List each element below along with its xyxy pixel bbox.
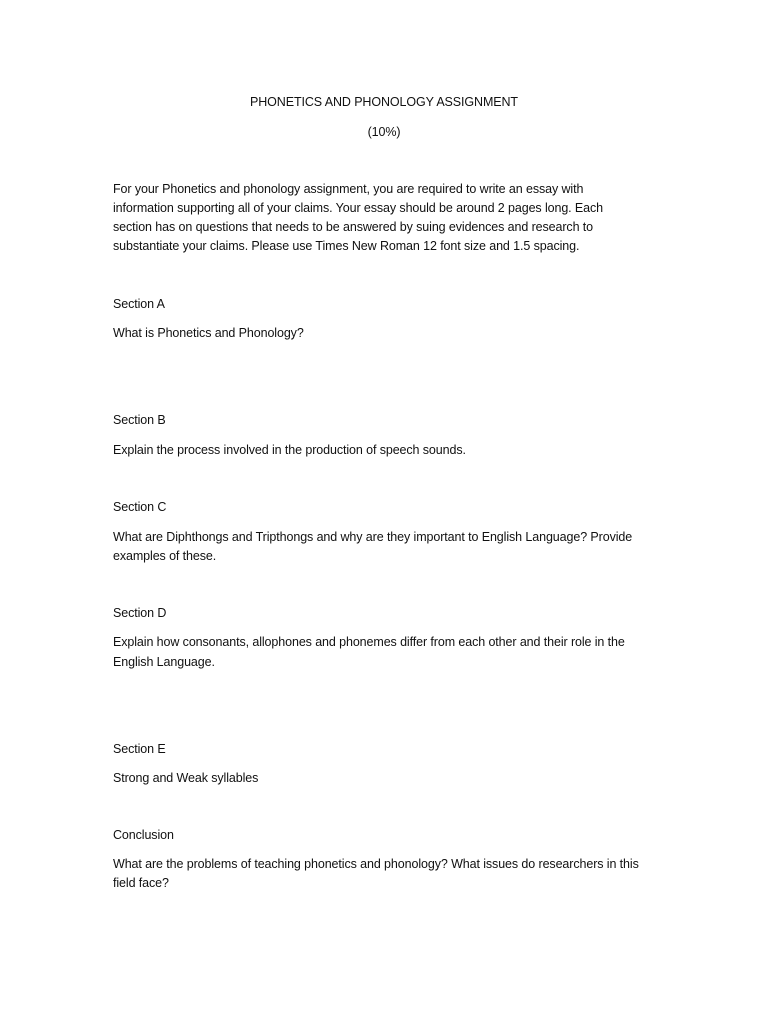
- section-d-question-line: Explain how consonants, allophones and phonemes differ from each other and their role in the: [113, 635, 625, 649]
- conclusion-question-line: field face?: [113, 876, 169, 890]
- section-c-heading: Section C: [113, 500, 167, 514]
- intro-line: section has on questions that needs to be answered by suing evidences and research to: [113, 220, 594, 234]
- section-b-heading: Section B: [113, 413, 166, 427]
- section-a-heading: Section A: [113, 297, 165, 311]
- section-d-question-line: English Language.: [113, 655, 215, 669]
- intro-line: information supporting all of your claims. Your essay should be around 2 pages long. Each: [113, 201, 604, 215]
- section-b-question: Explain the process involved in the production of speech sounds.: [113, 443, 466, 457]
- intro-line: substantiate your claims. Please use Times New Roman 12 font size and 1.5 spacing.: [113, 239, 580, 253]
- section-e-question: Strong and Weak syllables: [113, 771, 259, 785]
- assignment-weight: (10%): [367, 125, 401, 139]
- document-title: PHONETICS AND PHONOLOGY ASSIGNMENT: [250, 95, 518, 109]
- section-c-question-line: examples of these.: [113, 549, 217, 563]
- section-e-heading: Section E: [113, 742, 166, 756]
- section-c-question-line: What are Diphthongs and Tripthongs and why are they important to English Language? Provide: [113, 530, 633, 544]
- conclusion-heading: Conclusion: [113, 828, 174, 842]
- section-a-question: What is Phonetics and Phonology?: [113, 326, 304, 340]
- intro-line: For your Phonetics and phonology assignment, you are required to write an essay with: [113, 182, 584, 196]
- conclusion-question-line: What are the problems of teaching phonetics and phonology? What issues do researchers in this: [113, 857, 639, 871]
- section-d-heading: Section D: [113, 606, 167, 620]
